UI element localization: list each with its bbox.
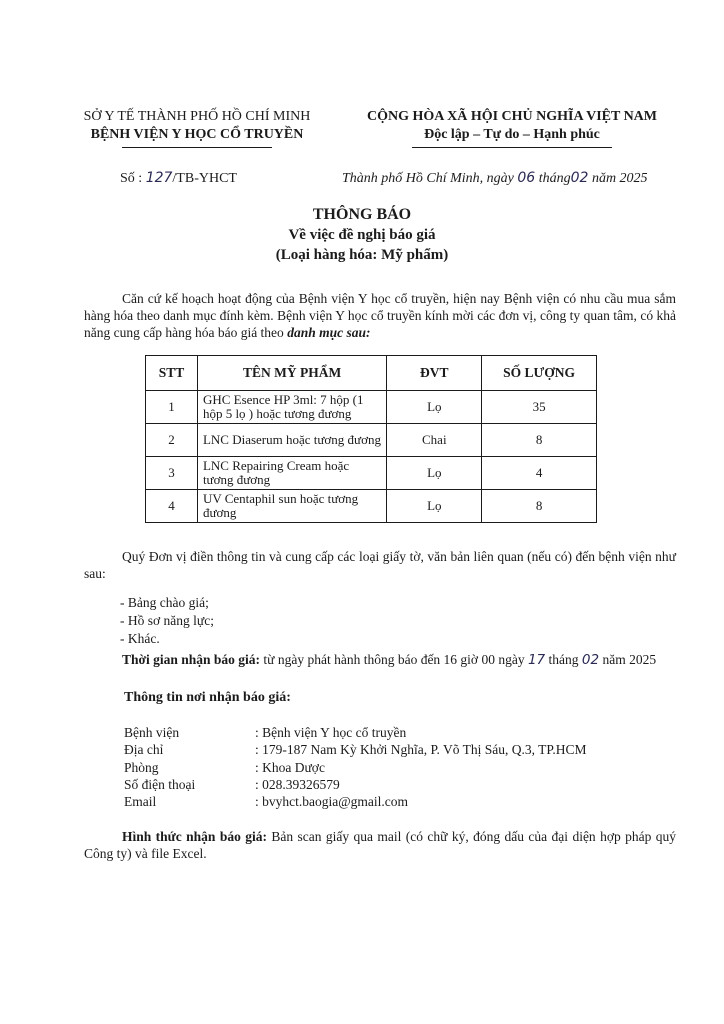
- reference-number: [120, 170, 237, 187]
- title-main: THÔNG BÁO: [312, 206, 412, 223]
- ref-suffix: /TB-YHCT: [172, 171, 237, 186]
- cell-unit: Lọ: [387, 391, 482, 424]
- deadline-label: Thời gian nhận báo giá:: [122, 652, 261, 667]
- document-title: [0, 205, 724, 265]
- date-year: năm 2025: [591, 171, 648, 186]
- cell-product-name: LNC Repairing Cream hoặc tương đương: [197, 457, 386, 490]
- nation-line-1: CỘNG HÒA XÃ HỘI CHỦ NGHĨA VIỆT NAM: [366, 109, 657, 124]
- ref-prefix: Số :: [120, 171, 143, 186]
- cell-product-name: GHC Esence HP 3ml: 7 hộp (1 hộp 5 lọ ) hoặc tương đương: [197, 391, 386, 424]
- org-line-1: SỞ Y TẾ THÀNH PHỐ HỒ CHÍ MINH: [83, 109, 311, 124]
- format-label: Hình thức nhận báo giá:: [122, 829, 267, 844]
- column-header: ĐVT: [387, 356, 482, 391]
- intro-emphasis: danh mục sau: [287, 325, 366, 340]
- deadline-month-handwritten: 02: [581, 652, 600, 668]
- issue-date: [342, 170, 648, 187]
- receiver-heading: Thông tin nơi nhận báo giá:: [124, 690, 291, 705]
- table-header-row: [146, 356, 597, 391]
- receiver-value: : 179-187 Nam Kỳ Khởi Nghĩa, P. Võ Thị Sáu, Q.3, TP.HCM: [255, 742, 587, 757]
- ref-number-handwritten: 127: [145, 170, 173, 186]
- cell-quantity: 4: [482, 457, 597, 490]
- request-paragraph: Quý Đơn vị điền thông tin và cung cấp các loại giấy tờ, văn bản liên quan (nếu có) đến bệnh viện như sau:: [84, 549, 676, 581]
- date-month-label: tháng: [538, 171, 571, 186]
- table-row: [146, 391, 597, 424]
- cell-stt: 3: [146, 457, 198, 490]
- deadline-year: năm 2025: [602, 652, 657, 667]
- format-paragraph: [84, 828, 676, 862]
- cell-quantity: 8: [482, 424, 597, 457]
- cell-unit: Chai: [387, 424, 482, 457]
- table-row: [146, 457, 597, 490]
- receiver-value: : Khoa Dược: [255, 760, 325, 775]
- deadline-paragraph: [84, 651, 676, 669]
- cell-stt: 1: [146, 391, 198, 424]
- deadline-text: từ ngày phát hành thông báo đến 16 giờ 00 ngày: [263, 652, 525, 667]
- cell-quantity: 8: [482, 490, 597, 523]
- cell-stt: 2: [146, 424, 198, 457]
- deadline-day-handwritten: 17: [527, 652, 546, 668]
- title-subject: Về việc đề nghị báo giá: [288, 227, 436, 243]
- column-header: SỐ LƯỢNG: [482, 356, 597, 391]
- issuing-organization: [62, 108, 332, 148]
- date-day-handwritten: 06: [517, 170, 536, 186]
- org-line-2: BỆNH VIỆN Y HỌC CỔ TRUYỀN: [90, 127, 304, 142]
- org-underline: [122, 147, 272, 148]
- list-item: - Bảng chào giá;: [120, 595, 209, 610]
- table-row: [146, 490, 597, 523]
- receiver-value: : Bệnh viện Y học cổ truyền: [255, 725, 407, 740]
- motto-underline: [412, 147, 612, 148]
- receiver-value: : 028.39326579: [255, 777, 340, 792]
- national-motto: [352, 108, 672, 148]
- receiver-label: Email: [124, 794, 157, 809]
- date-prefix: Thành phố Hồ Chí Minh, ngày: [342, 171, 514, 186]
- cell-unit: Lọ: [387, 490, 482, 523]
- intro-paragraph: Căn cứ kế hoạch hoạt động của Bệnh viện Y học cổ truyền, hiện nay Bệnh viện có nhu cầu mua sắm hàng hóa theo danh mục đính kèm. Bệnh viện Y học cổ truyền kính mời các đơn vị, công ty quan tâm, có khả năng cung cấp hàng hóa báo giá theo danh mục sau:: [84, 291, 676, 340]
- title-category: (Loại hàng hóa: Mỹ phẩm): [275, 247, 449, 263]
- format-text: Bản scan giấy qua mail (có chữ ký, đóng dấu của đại diện hợp pháp quý Công ty) và file Excel.: [84, 829, 676, 861]
- receiver-label: Phòng: [124, 760, 159, 775]
- intro-text: Căn cứ kế hoạch hoạt động của Bệnh viện Y học cổ truyền, hiện nay Bệnh viện có nhu cầu mua sắm hàng hóa theo danh mục đính kèm. Bệnh viện Y học cổ truyền kính mời các đơn vị, công ty quan tâm, có khả năng cung cấp hàng hóa báo giá theo: [84, 291, 676, 340]
- receiver-label: Số điện thoại: [124, 777, 196, 792]
- cell-quantity: 35: [482, 391, 597, 424]
- date-month-handwritten: 02: [570, 170, 589, 186]
- list-item: - Khác.: [120, 631, 160, 646]
- column-header: STT: [146, 356, 198, 391]
- receiver-value: : bvyhct.baogia@gmail.com: [255, 794, 409, 809]
- table-row: [146, 424, 597, 457]
- deadline-month-label: tháng: [548, 652, 579, 667]
- cell-unit: Lọ: [387, 457, 482, 490]
- column-header: TÊN MỸ PHẨM: [197, 356, 386, 391]
- list-item: - Hồ sơ năng lực;: [120, 613, 214, 628]
- cell-stt: 4: [146, 490, 198, 523]
- nation-line-2: Độc lập – Tự do – Hạnh phúc: [424, 127, 600, 142]
- items-table: [145, 355, 597, 523]
- receiver-label: Bệnh viện: [124, 725, 180, 740]
- document-list: [120, 594, 214, 648]
- receiver-label: Địa chỉ: [124, 742, 164, 757]
- cell-product-name: LNC Diaserum hoặc tương đương: [197, 424, 386, 457]
- cell-product-name: UV Centaphil sun hoặc tương đương: [197, 490, 386, 523]
